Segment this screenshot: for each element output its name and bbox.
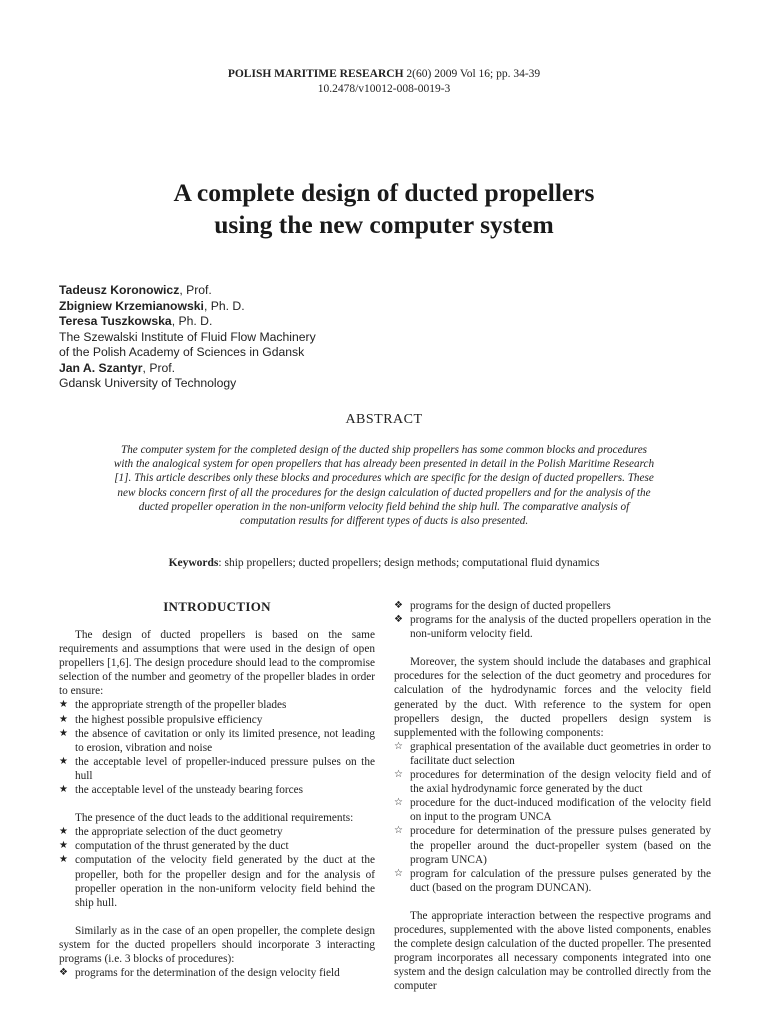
affiliation-2: Gdansk University of Technology	[59, 376, 237, 390]
title-line-1: A complete design of ducted propellers	[173, 178, 595, 207]
list-item: ❖ programs for the design of ducted propellers	[394, 600, 611, 612]
list-item: ★ the appropriate selection of the duct geometry	[59, 826, 283, 839]
journal-header	[0, 67, 768, 97]
diamond-icon: ❖	[394, 614, 403, 626]
author-title: , Prof.	[142, 360, 176, 375]
left-column	[59, 599, 375, 980]
author-title: , Ph. D.	[171, 314, 213, 328]
keywords	[0, 556, 768, 571]
paper-title	[0, 177, 768, 241]
list-item: ★ computation of the thrust generated by the duct	[59, 840, 289, 853]
author-name: Jan A. Szantyr	[59, 360, 143, 375]
affiliation-1-line-2: of the Polish Academy of Sciences in Gdansk	[59, 345, 305, 359]
author-2	[59, 299, 316, 315]
keywords-label: Keywords	[168, 557, 219, 569]
star-icon: ★	[59, 854, 68, 866]
components-list	[394, 740, 711, 895]
author-4	[59, 361, 316, 377]
author-block	[59, 283, 316, 392]
journal-issue: 2(60) 2009 Vol 16; pp. 34-39	[403, 68, 541, 80]
list-item: ☆ graphical presentation of the available duct geometries in order to facilitate duct selection	[394, 740, 711, 767]
diamond-icon: ❖	[59, 967, 68, 979]
list-item: ☆ program for calculation of the pressure pulses generated by the duct (based on the program DUNCAN).	[394, 867, 711, 894]
list-item: ☆ procedure for the duct-induced modification of the velocity field on input to the program UNCA	[394, 797, 711, 824]
outline-star-icon: ☆	[394, 740, 403, 752]
title-line-2: using the new computer system	[214, 210, 554, 239]
programs-list-continued	[394, 599, 711, 641]
list-item: ❖ programs for the determination of the design velocity field	[59, 967, 340, 980]
list-item: ★ the acceptable level of the unsteady bearing forces	[59, 784, 304, 797]
star-icon: ★	[59, 755, 68, 767]
list-item: ★ computation of the velocity field generated by the duct at the propeller, both for the propeller design and for the analysis of propeller operation in the non-uniform velocity field behind the ship hull.	[59, 854, 375, 909]
author-name: Teresa Tuszkowska	[59, 314, 172, 328]
star-icon: ★	[59, 699, 68, 711]
star-icon: ★	[59, 840, 68, 852]
star-icon: ★	[59, 784, 68, 796]
list-item: ★ the highest possible propulsive efficiency	[59, 713, 263, 726]
journal-citation	[0, 67, 768, 82]
list-item: ★ the acceptable level of propeller-induced pressure pulses on the hull	[59, 755, 375, 782]
list-item: ☆ procedure for determination of the pressure pulses generated by the propeller around the duct-propeller system (based on the program UNCA)	[394, 825, 711, 866]
affiliation-1-line-1: The Szewalski Institute of Fluid Flow Machinery	[59, 329, 316, 344]
paragraph: The appropriate interaction between the respective programs and procedures, supplemented with the above listed components, enables the complete design calculation of the ducted propeller. The presented program incorporates all necessary components integrated into one system and the design calculation may be controlled directly from the computer	[394, 909, 711, 993]
author-1	[59, 283, 316, 299]
author-name: Tadeusz Koronowicz	[59, 283, 180, 297]
list-item: ★ the absence of cavitation or only its limited presence, not leading to erosion, vibration and noise	[59, 727, 375, 754]
author-title: , Prof.	[179, 283, 212, 297]
requirements-list	[59, 698, 375, 797]
keywords-list: : ship propellers; ducted propellers; design methods; computational fluid dynamics	[218, 557, 600, 569]
outline-star-icon: ☆	[394, 825, 403, 837]
list-item: ❖ programs for the analysis of the ducted propellers operation in the non-uniform velocity field.	[394, 614, 711, 641]
author-name: Zbigniew Krzemianowski	[59, 298, 204, 313]
author-title: , Ph. D.	[203, 298, 245, 313]
outline-star-icon: ☆	[394, 769, 403, 781]
author-3	[59, 314, 316, 330]
abstract-text: The computer system for the completed design of the ducted ship propellers has some common blocks and procedures with the analogical system for open propellers that has already been presented in detail in the Polish Maritime Research [1]. This article describes only these blocks and procedures which are specific for the design of ducted propellers. These new blocks concern first of all the procedures for the design calculation of ducted propellers and for the analysis of the ducted propeller operation in the non-uniform velocity field behind the ship hull. The comparative analysis of computation results for different types of ducts is also presented.	[113, 444, 655, 528]
paragraph: The design of ducted propellers is based on the same requirements and assumptions that were used in the design of open propellers [1,6]. The design procedure should lead to the compromise selection of the number and geometry of the propeller blades in order to ensure:	[59, 629, 375, 698]
diamond-icon: ❖	[394, 600, 403, 611]
paragraph: The presence of the duct leads to the additional requirements:	[75, 812, 354, 825]
star-icon: ★	[59, 713, 68, 725]
star-icon: ★	[59, 727, 68, 739]
outline-star-icon: ☆	[394, 867, 403, 879]
programs-list	[59, 966, 375, 980]
outline-star-icon: ☆	[394, 797, 403, 809]
right-column	[394, 599, 711, 993]
list-item: ★ the appropriate strength of the propeller blades	[59, 699, 287, 712]
list-item: ☆ procedures for determination of the design velocity field and of the axial hydrodynamic force generated by the duct	[394, 769, 711, 796]
star-icon: ★	[59, 826, 68, 838]
abstract-heading: ABSTRACT	[345, 412, 423, 427]
paragraph: Moreover, the system should include the databases and graphical procedures for the selection of the duct geometry and procedures for calculation of the hydrodynamic forces and the velocity field generated by the duct. With reference to the system for open propellers design, the ducted propellers design system is supplemented with the following components:	[394, 656, 711, 739]
paragraph: Similarly as in the case of an open propeller, the complete design system for the ducted propellers should incorporate 3 interacting programs (i.e. 3 blocks of procedures):	[59, 924, 375, 965]
journal-name: POLISH MARITIME RESEARCH	[227, 68, 404, 80]
section-heading-introduction: INTRODUCTION	[163, 599, 271, 614]
duct-requirements-list	[59, 825, 375, 910]
doi: 10.2478/v10012-008-0019-3	[317, 83, 451, 95]
